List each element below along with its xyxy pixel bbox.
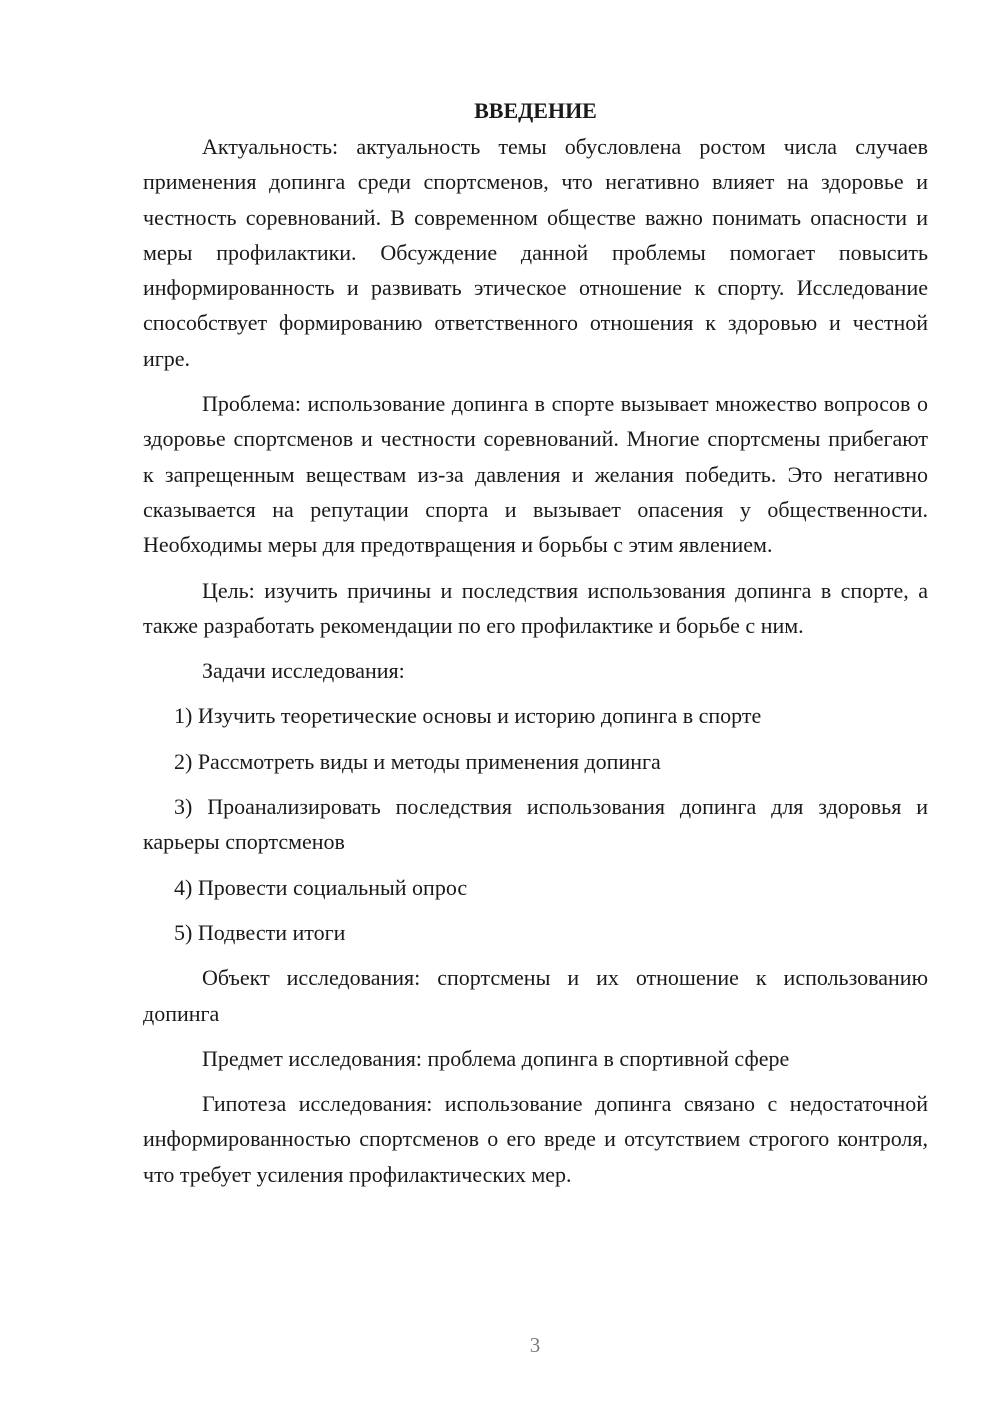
paragraph-object: Объект исследования: спортсмены и их отношение к использованию допинга <box>143 965 928 1026</box>
paragraph-tasks-heading: Задачи исследования: <box>202 658 405 684</box>
list-item: 2) Рассмотреть виды и методы применения допинга <box>174 748 661 774</box>
paragraph-hypothesis: Гипотеза исследования: использование допинга связано с недостаточной информированностью спортсменов о его вреде и отсутствием строгого контроля, что требует усиления профилактических мер. <box>143 1091 928 1187</box>
tasks-list <box>143 698 928 950</box>
paragraph-problem: Проблема: использование допинга в спорте вызывает множество вопросов о здоровье спортсменов и честности соревнований. Многие спортсмены прибегают к запрещенным веществам из-за давления и желания победить. Это негативно сказывается на репутации спорта и вызывает опасения у общественности. Необходимы меры для предотвращения и борьбы с этим явлением. <box>143 391 928 558</box>
list-item: 5) Подвести итоги <box>174 919 346 945</box>
list-item: 3) Проанализировать последствия использования допинга для здоровья и карьеры спортсменов <box>143 794 928 855</box>
page-title: ВВЕДЕНИЕ <box>474 98 597 123</box>
list-item: 1) Изучить теоретические основы и историю допинга в спорте <box>174 703 762 729</box>
page-number: 3 <box>529 1333 541 1357</box>
page-content <box>143 93 928 1202</box>
paragraph-relevance: Актуальность: актуальность темы обусловлена ростом числа случаев применения допинга среди спортсменов, что негативно влияет на здоровье и честность соревнований. В современном обществе важно понимать опасности и меры профилактики. Обсуждение данной проблемы помогает повысить информированность и развивать этическое отношение к спорту. Исследование способствует формированию ответственного отношения к здоровью и честной игре. <box>143 134 928 371</box>
paragraph-subject: Предмет исследования: проблема допинга в спортивной сфере <box>202 1045 790 1071</box>
list-item: 4) Провести социальный опрос <box>174 874 468 900</box>
paragraph-goal: Цель: изучить причины и последствия использования допинга в спорте, а также разработать рекомендации по его профилактике и борьбе с ним. <box>143 577 928 638</box>
